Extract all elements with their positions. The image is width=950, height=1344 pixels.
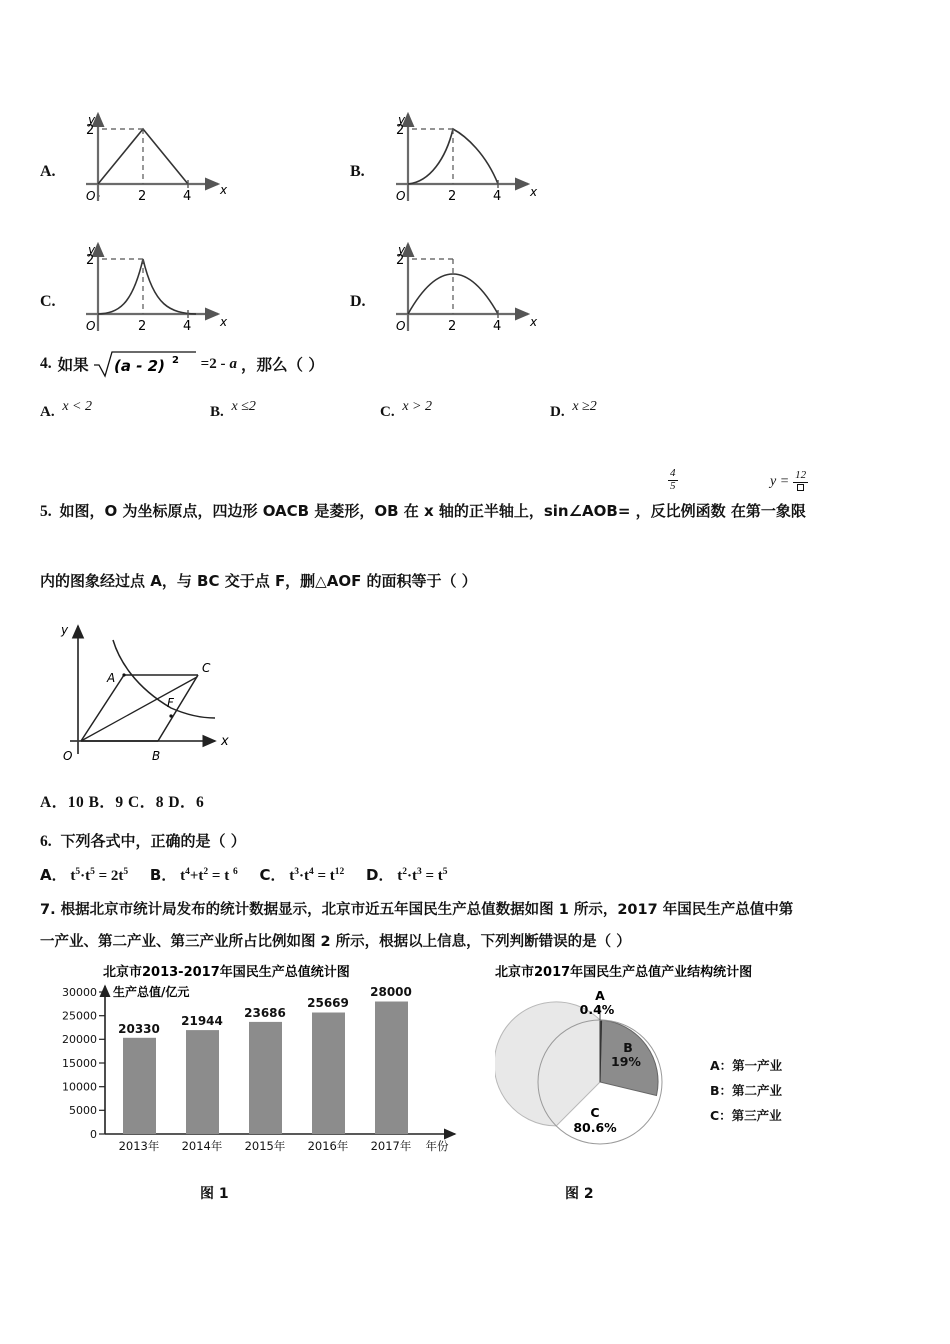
question-4-option-a-label: A. bbox=[40, 404, 55, 420]
graph-a-x-tick-2: 4 bbox=[183, 189, 192, 204]
bar-ytick-0: 0 bbox=[90, 1128, 97, 1141]
graph-c-x-tick-2: 4 bbox=[183, 319, 192, 334]
bar-category-2017: 2017年 bbox=[370, 1139, 412, 1153]
question-4-option-c-value: x > 2 bbox=[402, 399, 433, 414]
question-4-stem-prefix: 如果 bbox=[57, 356, 89, 374]
bar-value-2014: 21944 bbox=[181, 1014, 223, 1028]
graph-b-origin: O bbox=[396, 189, 406, 203]
bar-chart-title: 北京市2013-2017年国民生产总值统计图 bbox=[103, 965, 350, 980]
question-4-variable: a bbox=[229, 355, 237, 372]
option-graph-d-label: D. bbox=[350, 293, 366, 310]
graph-b-x-tick-1: 2 bbox=[448, 189, 457, 204]
bar-2014 bbox=[186, 1030, 219, 1134]
graph-b-x-axis-label: x bbox=[530, 185, 538, 199]
bar-category-2014: 2014年 bbox=[181, 1139, 223, 1153]
option-graph-d[interactable] bbox=[350, 216, 660, 346]
question-5-line-1 bbox=[40, 500, 940, 521]
question-4-option-d[interactable] bbox=[550, 399, 597, 421]
question-5-line-2 bbox=[40, 570, 940, 591]
figure-point-a: A bbox=[107, 671, 116, 685]
graph-d-y-tick: 2 bbox=[396, 253, 405, 268]
pie-label-a-value: 0.4% bbox=[579, 1002, 615, 1017]
question-4-option-b-label: B. bbox=[210, 404, 224, 420]
bar-2016 bbox=[312, 1013, 345, 1135]
question-5-figure bbox=[45, 612, 295, 777]
pie-legend-b: B：第二产业 bbox=[710, 1083, 783, 1098]
question-6-option-a-expr: $t^5\cdot t^5 = 2t^5$ bbox=[70, 867, 129, 884]
bar-chart-svg bbox=[55, 962, 475, 1162]
bar-2017 bbox=[375, 1002, 408, 1135]
graph-d-x-tick-1: 2 bbox=[448, 319, 457, 334]
bar-ytick-2: 10000 bbox=[62, 1080, 97, 1094]
graph-a-y-axis-label: y bbox=[88, 113, 96, 127]
option-graph-b[interactable] bbox=[350, 86, 660, 216]
sin-value-fraction bbox=[668, 468, 678, 492]
question-4-option-c-label: C. bbox=[380, 404, 395, 420]
placeholder-box-icon bbox=[797, 484, 804, 491]
pie-chart-svg bbox=[495, 962, 915, 1162]
bar-chart bbox=[55, 962, 475, 1162]
figure-point-o: O bbox=[63, 749, 73, 763]
radicand-exponent: 2 bbox=[171, 355, 179, 366]
graph-a-x-axis-label: x bbox=[220, 183, 228, 197]
graph-a-svg bbox=[68, 96, 238, 206]
figure-x-axis-label: x bbox=[221, 734, 229, 749]
question-4-option-b-value: x ≤2 bbox=[231, 399, 256, 414]
pie-label-a-name: A bbox=[595, 988, 605, 1003]
question-4 bbox=[40, 348, 920, 380]
option-graph-b-label: B. bbox=[350, 163, 365, 180]
question-6-option-b[interactable] bbox=[150, 868, 242, 884]
graph-b-y-axis-label: y bbox=[398, 113, 406, 127]
bar-value-2015: 23686 bbox=[244, 1006, 286, 1020]
question-6-option-d-expr: $t^2\cdot t^3 = t^5$ bbox=[397, 867, 448, 884]
bar-chart-xlabel: 年份 bbox=[425, 1139, 449, 1153]
figure-point-b: B bbox=[152, 749, 161, 763]
question-4-stem-suffix: ，那么（ ） bbox=[240, 356, 324, 374]
question-4-stem bbox=[40, 348, 920, 380]
bar-value-2013: 20330 bbox=[118, 1022, 160, 1036]
inverse-function-denominator bbox=[793, 483, 808, 495]
question-4-options bbox=[40, 398, 920, 428]
question-4-radical-expression bbox=[92, 348, 200, 380]
question-6-stem-text: 下列各式中，正确的是（ ） bbox=[60, 832, 246, 850]
graph-c-y-axis-label: y bbox=[88, 243, 96, 257]
inverse-function-numerator: 12 bbox=[795, 469, 807, 481]
question-6-number: 6. bbox=[40, 833, 52, 850]
graph-a-x-tick-1: 2 bbox=[138, 189, 147, 204]
bar-ytick-5: 25000 bbox=[62, 1009, 97, 1023]
question-6-option-a[interactable] bbox=[40, 868, 132, 884]
pie-label-b-value: 19% bbox=[611, 1054, 641, 1069]
question-7-line-1: 7. 根据北京市统计局发布的统计数据显示，北京市近五年国民生产总值数据如图 1 所示，2017 年国民生产总值中第 bbox=[40, 902, 794, 918]
graph-a-origin: O bbox=[86, 189, 96, 203]
graph-a-y-tick: 2 bbox=[86, 123, 95, 138]
graph-d-svg bbox=[378, 226, 548, 336]
bar-ytick-6: 30000 bbox=[62, 986, 97, 999]
bar-chart-ylabel: 生产总值/亿元 bbox=[113, 985, 190, 999]
option-graph-row-bottom bbox=[40, 216, 660, 346]
bar-category-2015: 2015年 bbox=[244, 1139, 286, 1153]
sqrt-symbol-icon bbox=[92, 348, 200, 380]
graph-d-origin: O bbox=[396, 319, 406, 333]
rhombus-diagram-svg bbox=[45, 612, 295, 777]
question-4-equals: =2 - bbox=[200, 355, 226, 372]
statistics-charts bbox=[45, 962, 915, 1192]
graph-c-x-tick-1: 2 bbox=[138, 319, 147, 334]
question-6-option-c-label: C． bbox=[259, 866, 286, 884]
graph-b-x-tick-2: 4 bbox=[493, 189, 502, 204]
figure-point-c: C bbox=[202, 661, 211, 675]
radicand-text: (a - 2) bbox=[113, 357, 165, 375]
question-6-option-d-label: D． bbox=[366, 866, 394, 884]
pie-legend-a: A：第一产业 bbox=[710, 1058, 783, 1073]
question-4-number: 4. bbox=[40, 355, 52, 372]
sin-value-numerator: 4 bbox=[670, 467, 676, 479]
bar-ytick-1: 5000 bbox=[69, 1104, 97, 1117]
graph-c-origin: O bbox=[86, 319, 96, 333]
inverse-function-lead: y = bbox=[770, 474, 790, 490]
question-4-option-d-value: x ≥2 bbox=[572, 399, 597, 414]
figure-1-caption: 图 1 bbox=[200, 1186, 229, 1202]
graph-d-x-tick-2: 4 bbox=[493, 319, 502, 334]
graph-b-svg bbox=[378, 96, 548, 206]
bar-2013 bbox=[123, 1038, 156, 1134]
bar-category-2013: 2013年 bbox=[118, 1139, 160, 1153]
pie-legend-c: C：第三产业 bbox=[710, 1108, 782, 1123]
question-6-option-c[interactable] bbox=[259, 868, 348, 884]
graph-c-y-tick: 2 bbox=[86, 253, 95, 268]
pie-label-c-value: 80.6% bbox=[573, 1120, 617, 1135]
bar-2015 bbox=[249, 1022, 282, 1134]
question-4-option-c[interactable] bbox=[380, 399, 433, 421]
graph-d-y-axis-label: y bbox=[398, 243, 406, 257]
sin-value-denominator: 5 bbox=[670, 479, 676, 492]
question-7-line-2: 一产业、第二产业、第三产业所占比例如图 2 所示，根据以上信息，下列判断错误的是（ ） bbox=[40, 934, 631, 950]
inverse-function-expression bbox=[770, 470, 808, 494]
question-6-option-c-expr: $t^3\cdot t^4 = t^{12}$ bbox=[289, 867, 345, 884]
pie-chart-title: 北京市2017年国民生产总值产业结构统计图 bbox=[495, 965, 753, 980]
option-graph-row-top bbox=[40, 86, 660, 216]
question-6-option-a-label: A． bbox=[40, 866, 67, 884]
option-graph-a[interactable] bbox=[40, 86, 350, 216]
question-6-option-b-expr: $t^4+t^2 = t$ $^6$ bbox=[180, 867, 238, 884]
question-4-option-b[interactable] bbox=[210, 399, 256, 421]
question-4-option-d-label: D. bbox=[550, 404, 565, 420]
question-5-options[interactable]: A．10 B．9 C．8 D．6 bbox=[40, 794, 205, 811]
graph-b-y-tick: 2 bbox=[396, 123, 405, 138]
bar-value-2016: 25669 bbox=[307, 996, 349, 1010]
graph-d-x-axis-label: x bbox=[530, 315, 538, 329]
question-6-option-d[interactable] bbox=[366, 868, 448, 884]
question-5-number: 5. bbox=[40, 503, 52, 520]
option-graph-c-label: C. bbox=[40, 293, 56, 310]
bar-ytick-3: 15000 bbox=[62, 1057, 97, 1070]
option-graph-a-label: A. bbox=[40, 163, 56, 180]
graph-c-svg bbox=[68, 226, 238, 336]
bar-value-2017: 28000 bbox=[370, 985, 412, 999]
inverse-function-fraction bbox=[793, 470, 808, 494]
pie-chart bbox=[495, 962, 915, 1162]
question-4-option-a[interactable] bbox=[40, 399, 93, 421]
question-5-line-2-text: 内的图象经过点 A，与 BC 交于点 F，删△AOF 的面积等于（ ） bbox=[40, 572, 477, 590]
graph-c-x-axis-label: x bbox=[220, 315, 228, 329]
question-6-option-b-label: B． bbox=[149, 866, 177, 884]
question-5-line-1-text: 如图，O 为坐标原点，四边形 OACB 是菱形，OB 在 x 轴的正半轴上，sin∠AOB= ，反比例函数 在第一象限 bbox=[59, 502, 806, 520]
pie-label-b-name: B bbox=[623, 1040, 633, 1055]
question-6-options bbox=[40, 864, 448, 885]
bar-ytick-4: 20000 bbox=[62, 1033, 97, 1046]
bar-category-2016: 2016年 bbox=[307, 1139, 349, 1153]
figure-y-axis-label: y bbox=[61, 623, 69, 637]
question-4-option-a-value: x < 2 bbox=[62, 399, 93, 414]
question-6-stem bbox=[40, 830, 246, 851]
question3-option-graphs bbox=[40, 86, 660, 346]
option-graph-c[interactable] bbox=[40, 216, 350, 346]
pie-label-c-name: C bbox=[590, 1105, 600, 1120]
figure-2-caption: 图 2 bbox=[565, 1186, 594, 1202]
figure-point-f: F bbox=[167, 696, 174, 710]
